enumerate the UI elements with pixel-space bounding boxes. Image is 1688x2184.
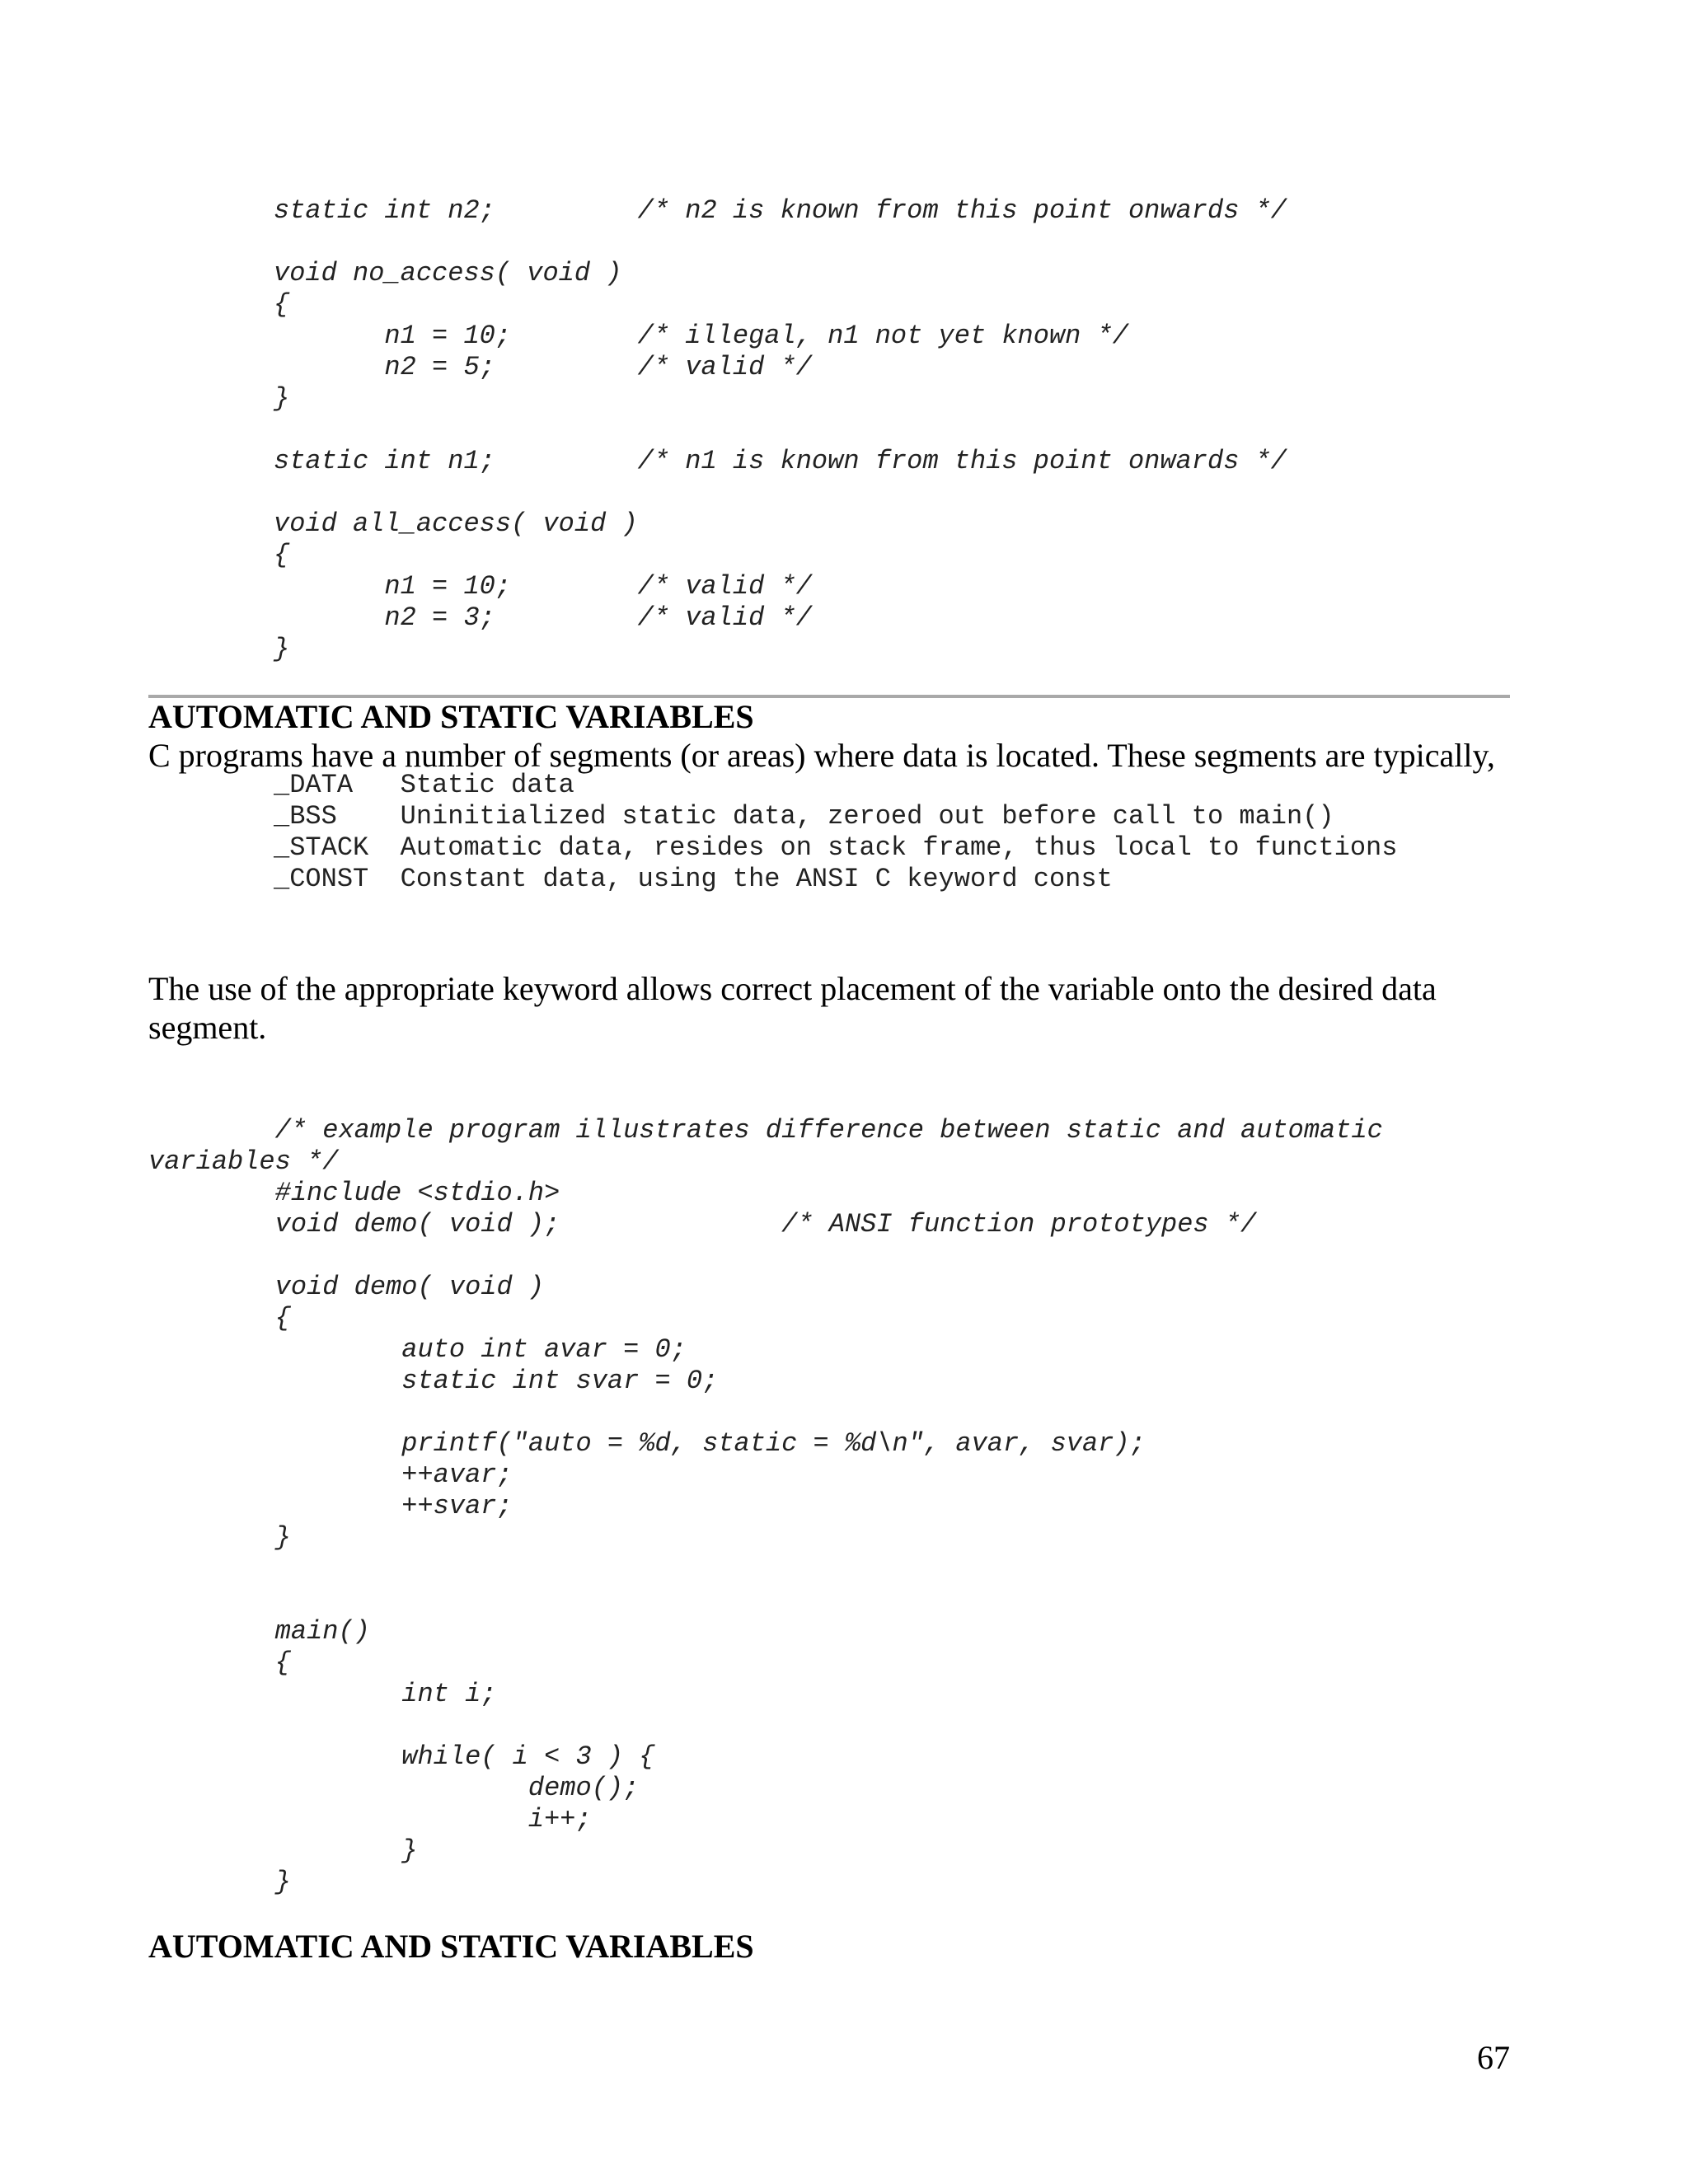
section-heading-automatic-static-repeat: AUTOMATIC AND STATIC VARIABLES — [148, 1928, 754, 1965]
section-heading-automatic-static: AUTOMATIC AND STATIC VARIABLES — [148, 698, 754, 735]
code-block-static-automatic-demo: /* example program illustrates difference between static and automatic variables */ #include <stdio.h> void demo( void ); /* ANSI function prototypes */ void demo( void ) { auto int avar = 0; static int svar = 0; printf("auto = %d, static = %d\n", avar, svar); ++avar; ++svar; } main() { int i; while( i < 3 ) { demo(); i++; } } — [148, 1115, 1383, 1897]
page-number: 67 — [1477, 2039, 1510, 2076]
segments-listing: _DATA Static data _BSS Uninitialized static data, zeroed out before call to main() _STACK Automatic data, resides on stack frame, thus local to functions _CONST Constant data, using the ANSI C keyword const — [274, 770, 1398, 894]
segments-intro-text: C programs have a number of segments (or areas) where data is located. These segments are typically, — [148, 737, 1495, 774]
keyword-placement-paragraph: The use of the appropriate keyword allows correct placement of the variable onto the desired data segment. — [148, 970, 1437, 1046]
code-block-scope-example: static int n2; /* n2 is known from this point onwards */ void no_access( void ) { n1 = 10; /* illegal, n1 not yet known */ n2 = 5; /* valid */ } static int n1; /* n1 is known from this point onwards */ void all_access( void ) { n1 = 10; /* valid */ n2 = 3; /* valid */ } — [274, 195, 1287, 664]
